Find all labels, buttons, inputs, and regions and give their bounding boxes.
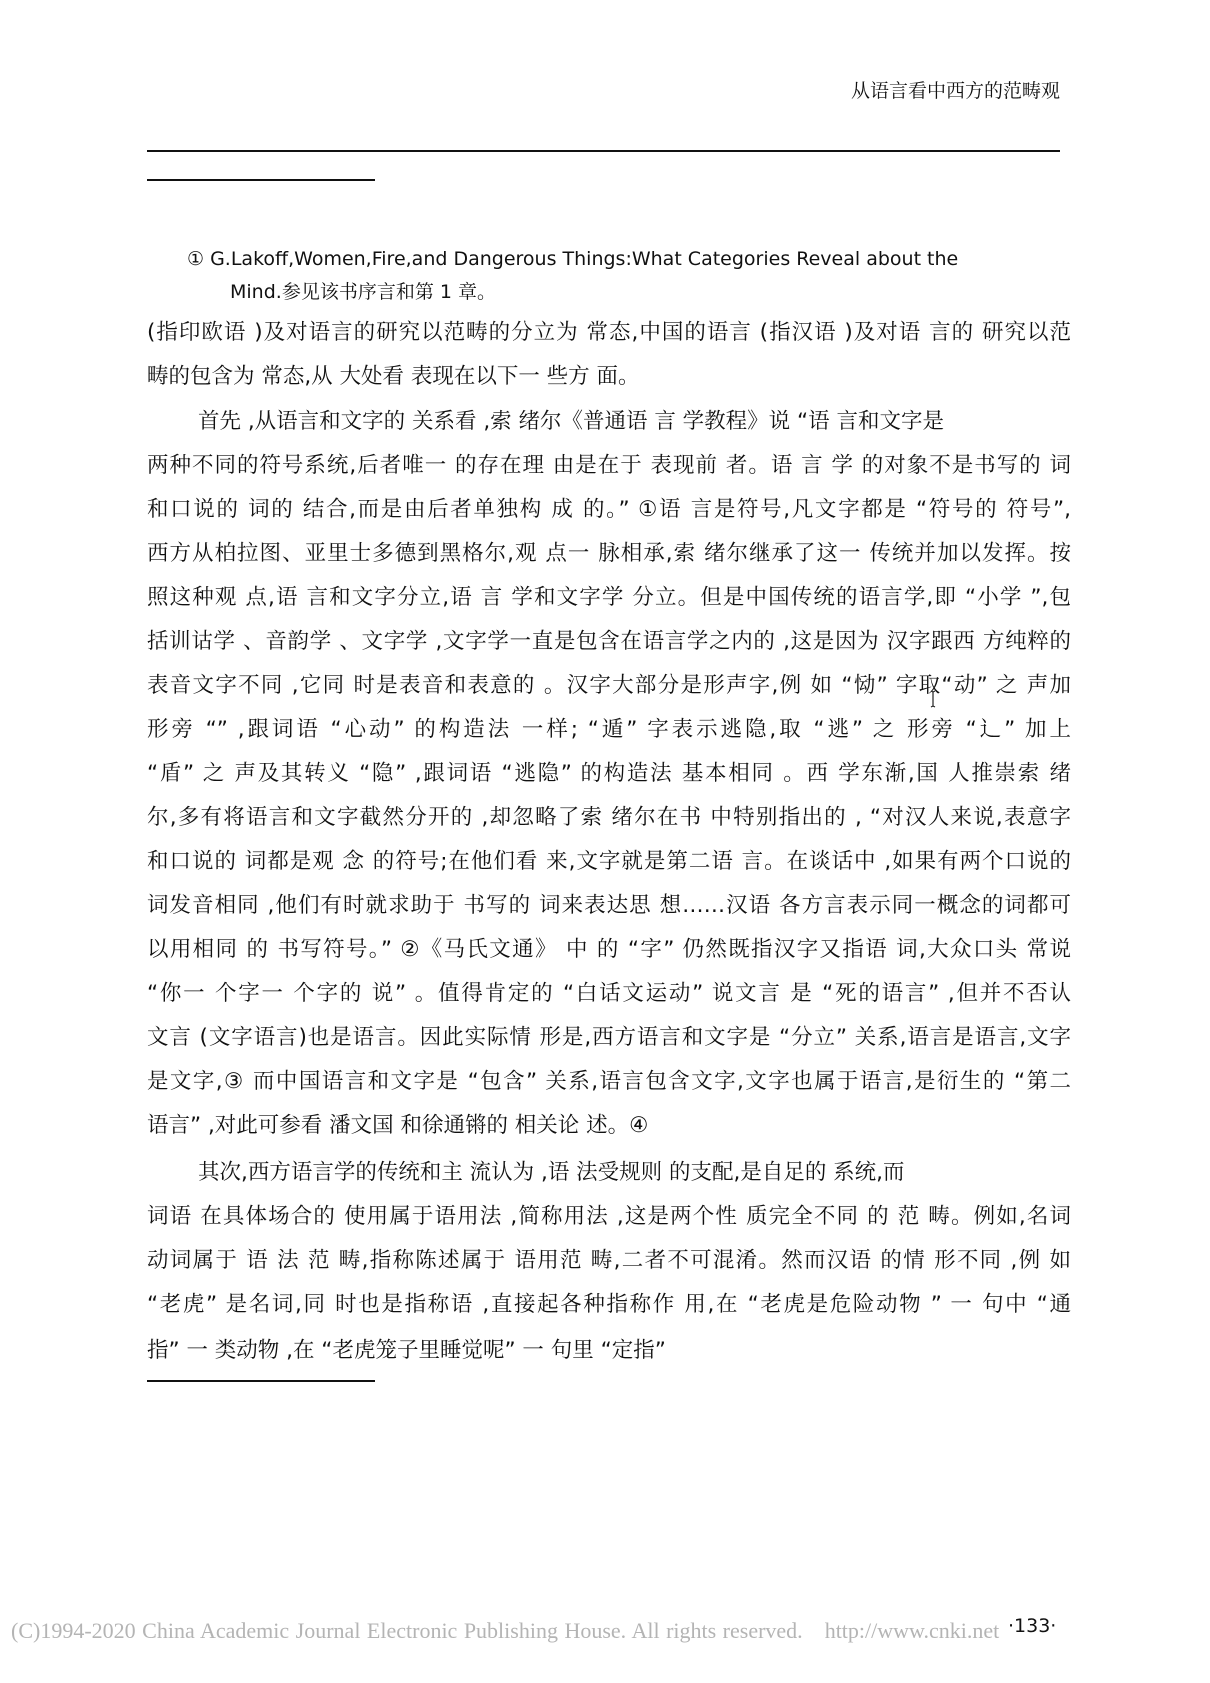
footnote-separator (147, 179, 375, 181)
footnote-1-line1: ① G.Lakoff,Women,Fire,and Dangerous Things:What Categories Reveal about the (187, 248, 959, 270)
bottom-footnote-separator (147, 1380, 375, 1382)
body-line: 两种不同的符号系统,后者唯一 的存在理 由是在于 表现前 者。语 言 学 的对象不是书写的 词 (147, 453, 1071, 478)
body-line: “你一 个字一 个字的 说” 。值得肯定的 “白话文运动” 说文言 是 “死的语言” ,但并不否认 (147, 981, 1071, 1006)
body-line: 文言 (文字语言)也是语言。因此实际情 形是,西方语言和文字是 “分立” 关系,语言是语言,文字 (147, 1025, 1071, 1050)
body-line: 和口说的 词的 结合,而是由后者单独构 成 的。” ①语 言是符号,凡文字都是 “符号的 符号”, (147, 497, 1071, 522)
copyright-footer (11, 1618, 999, 1644)
body-line: 括训诂学 、音韵学 、文字学 ,文字学一直是包含在语言学之内的 ,这是因为 汉字跟西 方纯粹的 (147, 629, 1071, 654)
body-line: 尔,多有将语言和文字截然分开的 ,却忽略了索 绪尔在书 中特别指出的 , “对汉人来说,表意字 (147, 805, 1071, 830)
body-line: (指印欧语 )及对语言的研究以范畴的分立为 常态,中国的语言 (指汉语 )及对语 言的 研究以范 (147, 320, 1071, 345)
copyright-text: (C)1994-2020 China Academic Journal Electronic Publishing House. All rights reserved. (11, 1618, 803, 1643)
body-line: 首先 ,从语言和文字的 关系看 ,索 绪尔《普通语 言 学教程》说 “语 言和文字是 (198, 409, 944, 434)
body-line: 照这种观 点,语 言和文字分立,语 言 学和文字学 分立。但是中国传统的语言学,即 “小学 ”,包 (147, 585, 1071, 610)
body-line: 和口说的 词都是观 念 的符号;在他们看 来,文字就是第二语 言。在谈话中 ,如果有两个口说的 (147, 849, 1071, 874)
body-line: 畴的包含为 常态,从 大处看 表现在以下一 些方 面。 (147, 364, 640, 389)
body-line: 语言” ,对此可参看 潘文国 和徐通锵的 相关论 述。④ (147, 1113, 649, 1138)
body-line: 以用相同 的 书写符号。” ②《马氏文通》 中 的 “字” 仍然既指汉字又指语 词,大众口头 常说 (147, 937, 1071, 962)
body-line: 形旁 “” ,跟词语 “心动” 的构造法 一样; “遁” 字表示逃隐,取 “逃” 之 形旁 “辶” 加上 (147, 717, 1071, 742)
footer-url[interactable]: http://www.cnki.net (824, 1618, 1000, 1643)
body-line: 指” 一 类动物 ,在 “老虎笼子里睡觉呢” 一 句里 “定指” (147, 1338, 666, 1363)
running-header: 从语言看中西方的范畴观 (850, 80, 1060, 102)
body-line: “老虎” 是名词,同 时也是指称语 ,直接起各种指称作 用,在 “老虎是危险动物 ” 一 句中 “通 (147, 1292, 1071, 1317)
body-line: 其次,西方语言学的传统和主 流认为 ,语 法受规则 的支配,是自足的 系统,而 (198, 1160, 905, 1185)
footnote-1-line2: Mind.参见该书序言和第 1 章。 (230, 281, 496, 303)
body-line: 西方从柏拉图、亚里士多德到黑格尔,观 点一 脉相承,索 绪尔继承了这一 传统并加以发挥。按 (147, 541, 1071, 566)
body-line: 是文字,③ 而中国语言和文字是 “包含” 关系,语言包含文字,文字也属于语言,是衍生的 “第二 (147, 1069, 1071, 1094)
header-rule (147, 150, 1060, 152)
page-number: ·133· (1008, 1615, 1057, 1637)
body-line: 表音文字不同 ,它同 时是表音和表意的 。汉字大部分是形声字,例 如 “恸” 字取“动” 之 声加 (147, 673, 1071, 698)
body-line: “盾” 之 声及其转义 “隐” ,跟词语 “逃隐” 的构造法 基本相同 。西 学东渐,国 人推崇索 绪 (147, 761, 1071, 786)
body-line: 词语 在具体场合的 使用属于语用法 ,简称用法 ,这是两个性 质完全不同 的 范 畴。例如,名词 (147, 1204, 1071, 1229)
body-line: 动词属于 语 法 范 畴,指称陈述属于 语用范 畴,二者不可混淆。然而汉语 的情 形不同 ,例 如 (147, 1248, 1071, 1273)
text-cursor-icon (930, 690, 938, 708)
body-line: 词发音相同 ,他们有时就求助于 书写的 词来表达思 想……汉语 各方言表示同一概念的词都可 (147, 893, 1071, 918)
